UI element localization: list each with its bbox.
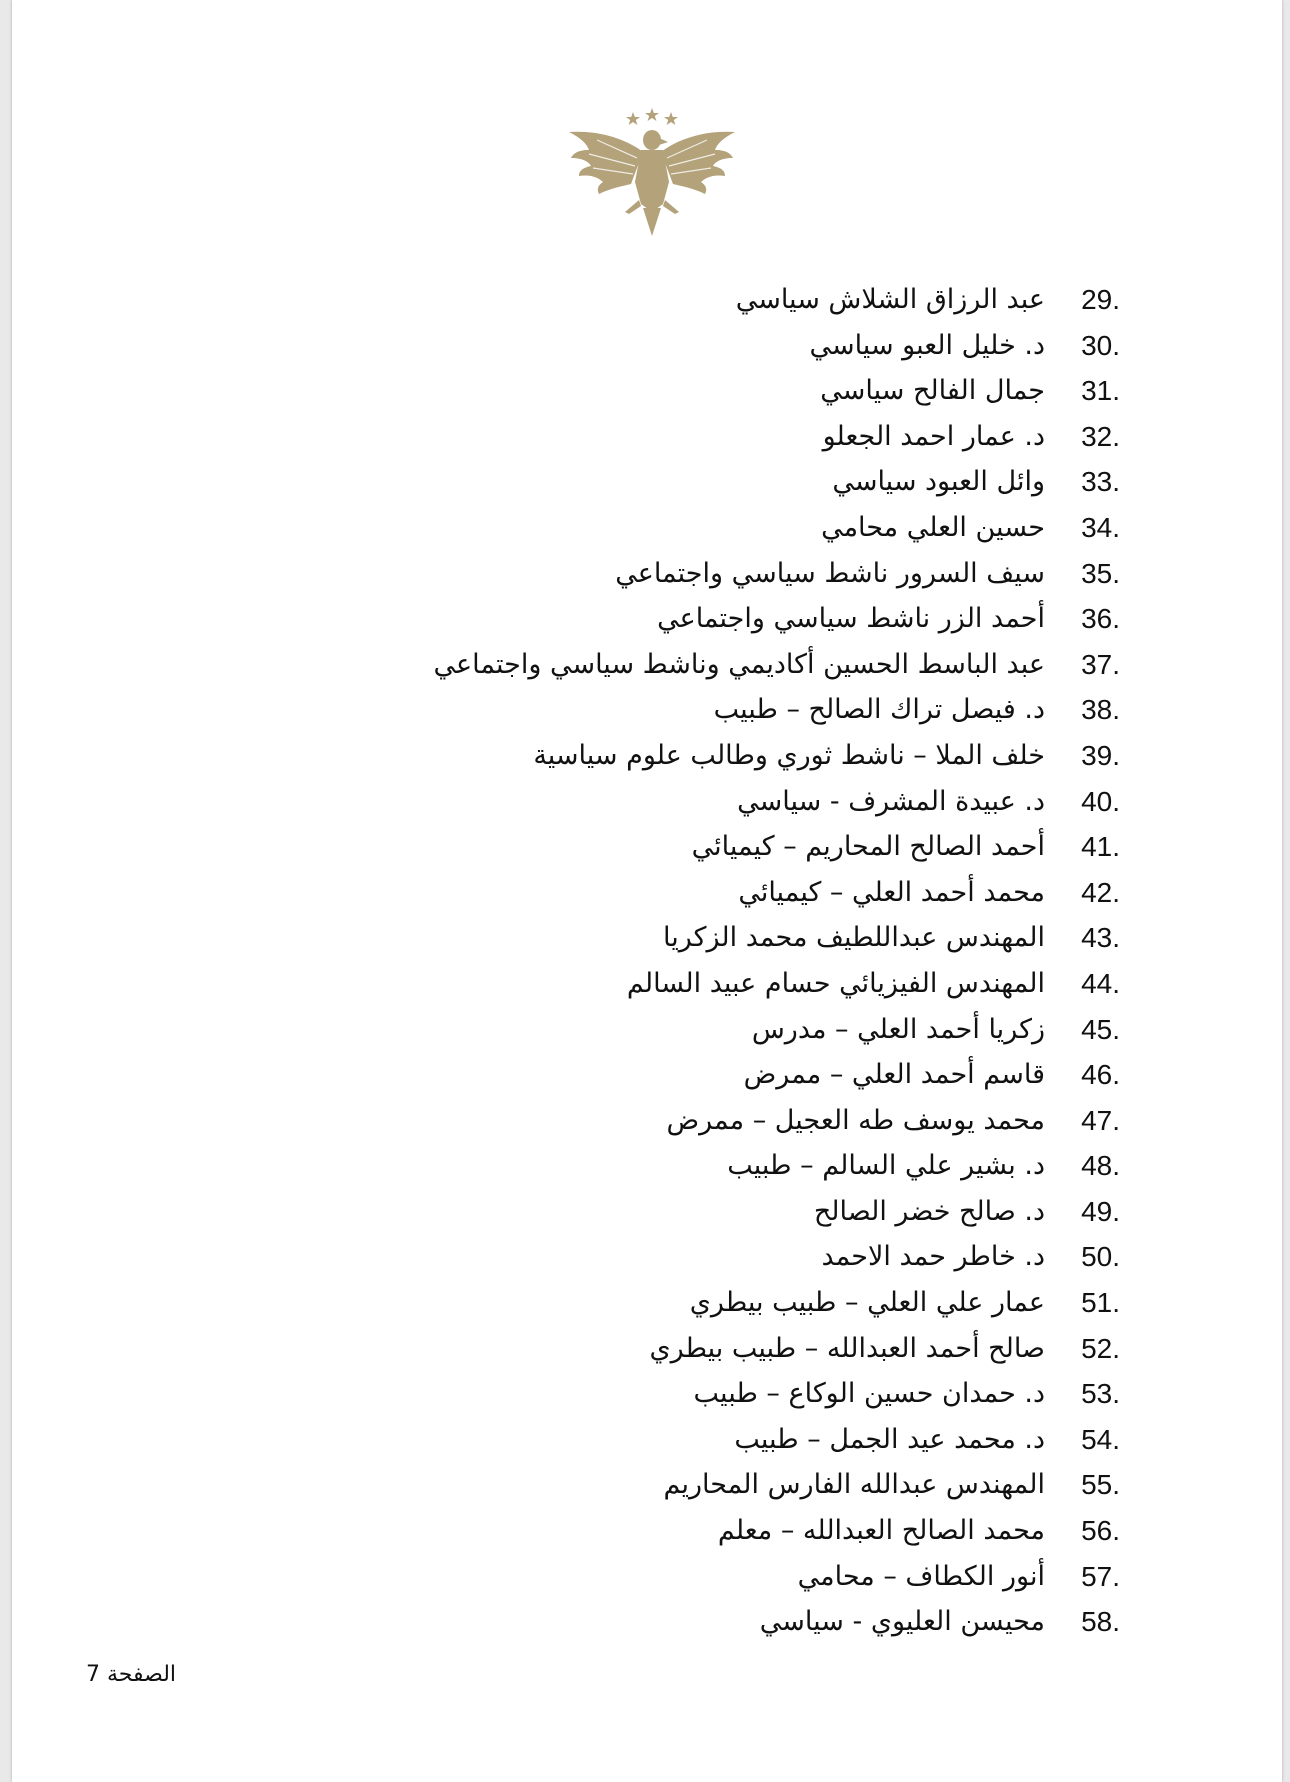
list-item (434, 1189, 1120, 1235)
page-number: الصفحة 7 (86, 1662, 177, 1687)
item-number: 41. (1081, 831, 1120, 863)
item-text: أحمد الصالح المحاريم – كيميائي (691, 831, 1045, 863)
list-item (434, 1326, 1120, 1372)
list-item (434, 1371, 1120, 1417)
item-text: المهندس عبداللطيف محمد الزكريا (663, 922, 1045, 954)
item-text: عبد الباسط الحسين أكاديمي وناشط سياسي واجتماعي (433, 648, 1045, 680)
list-item (434, 642, 1120, 688)
item-number: 43. (1081, 922, 1120, 954)
item-text: أنور الكطاف – محامي (797, 1560, 1045, 1592)
item-number: 35. (1081, 557, 1120, 589)
item-text: د. صالح خضر الصالح (813, 1195, 1045, 1227)
item-number: 32. (1081, 420, 1120, 452)
star-icon (664, 112, 678, 125)
item-number: 56. (1081, 1515, 1120, 1547)
list-item (434, 1417, 1120, 1463)
item-text: أحمد الزر ناشط سياسي واجتماعي (657, 603, 1045, 635)
item-number: 53. (1081, 1378, 1120, 1410)
item-text: وائل العبود سياسي (832, 466, 1045, 498)
item-number: 49. (1081, 1195, 1120, 1227)
item-number: 51. (1081, 1287, 1120, 1319)
item-number: 57. (1081, 1560, 1120, 1592)
list-item (434, 1554, 1120, 1600)
list-item (434, 1599, 1120, 1645)
item-number: 44. (1081, 967, 1120, 999)
item-text: د. محمد عيد الجمل – طبيب (734, 1423, 1045, 1455)
item-text: د. عبيدة المشرف - سياسي (737, 785, 1045, 817)
list-item (434, 414, 1120, 460)
star-icon (626, 112, 640, 125)
list-item (434, 1098, 1120, 1144)
list-item (434, 733, 1120, 779)
item-text: عبد الرزاق الشلاش سياسي (735, 284, 1045, 315)
list-item (434, 870, 1120, 916)
item-number: 40. (1081, 785, 1120, 817)
list-item (434, 961, 1120, 1007)
list-item (434, 779, 1120, 825)
item-number: 58. (1081, 1606, 1120, 1638)
item-number: 38. (1081, 694, 1120, 726)
item-number: 33. (1081, 466, 1120, 498)
list-item (434, 277, 1120, 323)
item-text: المهندس عبدالله الفارس المحاريم (663, 1469, 1045, 1501)
item-number: 54. (1081, 1423, 1120, 1455)
item-number: 42. (1081, 876, 1120, 908)
item-number: 45. (1081, 1013, 1120, 1045)
item-text: د. خليل العبو سياسي (809, 329, 1045, 361)
star-icon (645, 108, 659, 121)
document-page (12, 0, 1282, 1782)
item-text: محمد يوسف طه العجيل – ممرض (666, 1104, 1045, 1136)
list-item (434, 1462, 1120, 1508)
item-text: قاسم أحمد العلي – ممرض (743, 1059, 1045, 1091)
item-number: 50. (1081, 1241, 1120, 1273)
item-text: د. فيصل تراك الصالح – طبيب (713, 694, 1045, 726)
item-text: حسين العلي محامي (821, 511, 1045, 543)
list-item (434, 915, 1120, 961)
item-number: 34. (1081, 511, 1120, 543)
item-number: 31. (1081, 375, 1120, 407)
list-item (434, 459, 1120, 505)
item-text: د. بشير علي السالم – طبيب (727, 1150, 1045, 1182)
list-item (434, 323, 1120, 369)
item-number: 52. (1081, 1332, 1120, 1364)
list-item (434, 596, 1120, 642)
item-text: المهندس الفيزيائي حسام عبيد السالم (626, 967, 1045, 999)
item-text: صالح أحمد العبدالله – طبيب بيطري (649, 1332, 1045, 1364)
item-text: محمد الصالح العبدالله – معلم (717, 1515, 1045, 1547)
item-text: محمد أحمد العلي – كيميائي (738, 876, 1045, 908)
numbered-name-list (434, 277, 1120, 1645)
item-number: 29. (1081, 284, 1120, 315)
item-number: 55. (1081, 1469, 1120, 1501)
item-text: عمار علي العلي – طبيب بيطري (689, 1287, 1045, 1319)
list-item (434, 1280, 1120, 1326)
list-item (434, 1007, 1120, 1053)
item-number: 36. (1081, 603, 1120, 635)
list-item (434, 551, 1120, 597)
list-item (434, 1508, 1120, 1554)
item-text: جمال الفالح سياسي (820, 375, 1045, 407)
eagle-emblem-icon (567, 108, 737, 238)
item-text: د. عمار احمد الجعلو (822, 420, 1045, 452)
item-text: محيسن العليوي - سياسي (759, 1606, 1045, 1638)
item-number: 37. (1081, 648, 1120, 680)
list-item (434, 824, 1120, 870)
item-text: خلف الملا – ناشط ثوري وطالب علوم سياسية (533, 739, 1045, 771)
list-item (434, 368, 1120, 414)
item-number: 47. (1081, 1104, 1120, 1136)
item-text: سيف السرور ناشط سياسي واجتماعي (615, 557, 1045, 589)
list-item (434, 1234, 1120, 1280)
list-item (434, 1143, 1120, 1189)
item-number: 30. (1081, 329, 1120, 361)
item-number: 39. (1081, 739, 1120, 771)
list-item (434, 505, 1120, 551)
list-item (434, 687, 1120, 733)
item-text: زكريا أحمد العلي – مدرس (751, 1013, 1045, 1045)
item-text: د. حمدان حسين الوكاع – طبيب (693, 1378, 1045, 1410)
item-number: 48. (1081, 1150, 1120, 1182)
item-number: 46. (1081, 1059, 1120, 1091)
list-item (434, 1052, 1120, 1098)
item-text: د. خاطر حمد الاحمد (821, 1241, 1045, 1273)
